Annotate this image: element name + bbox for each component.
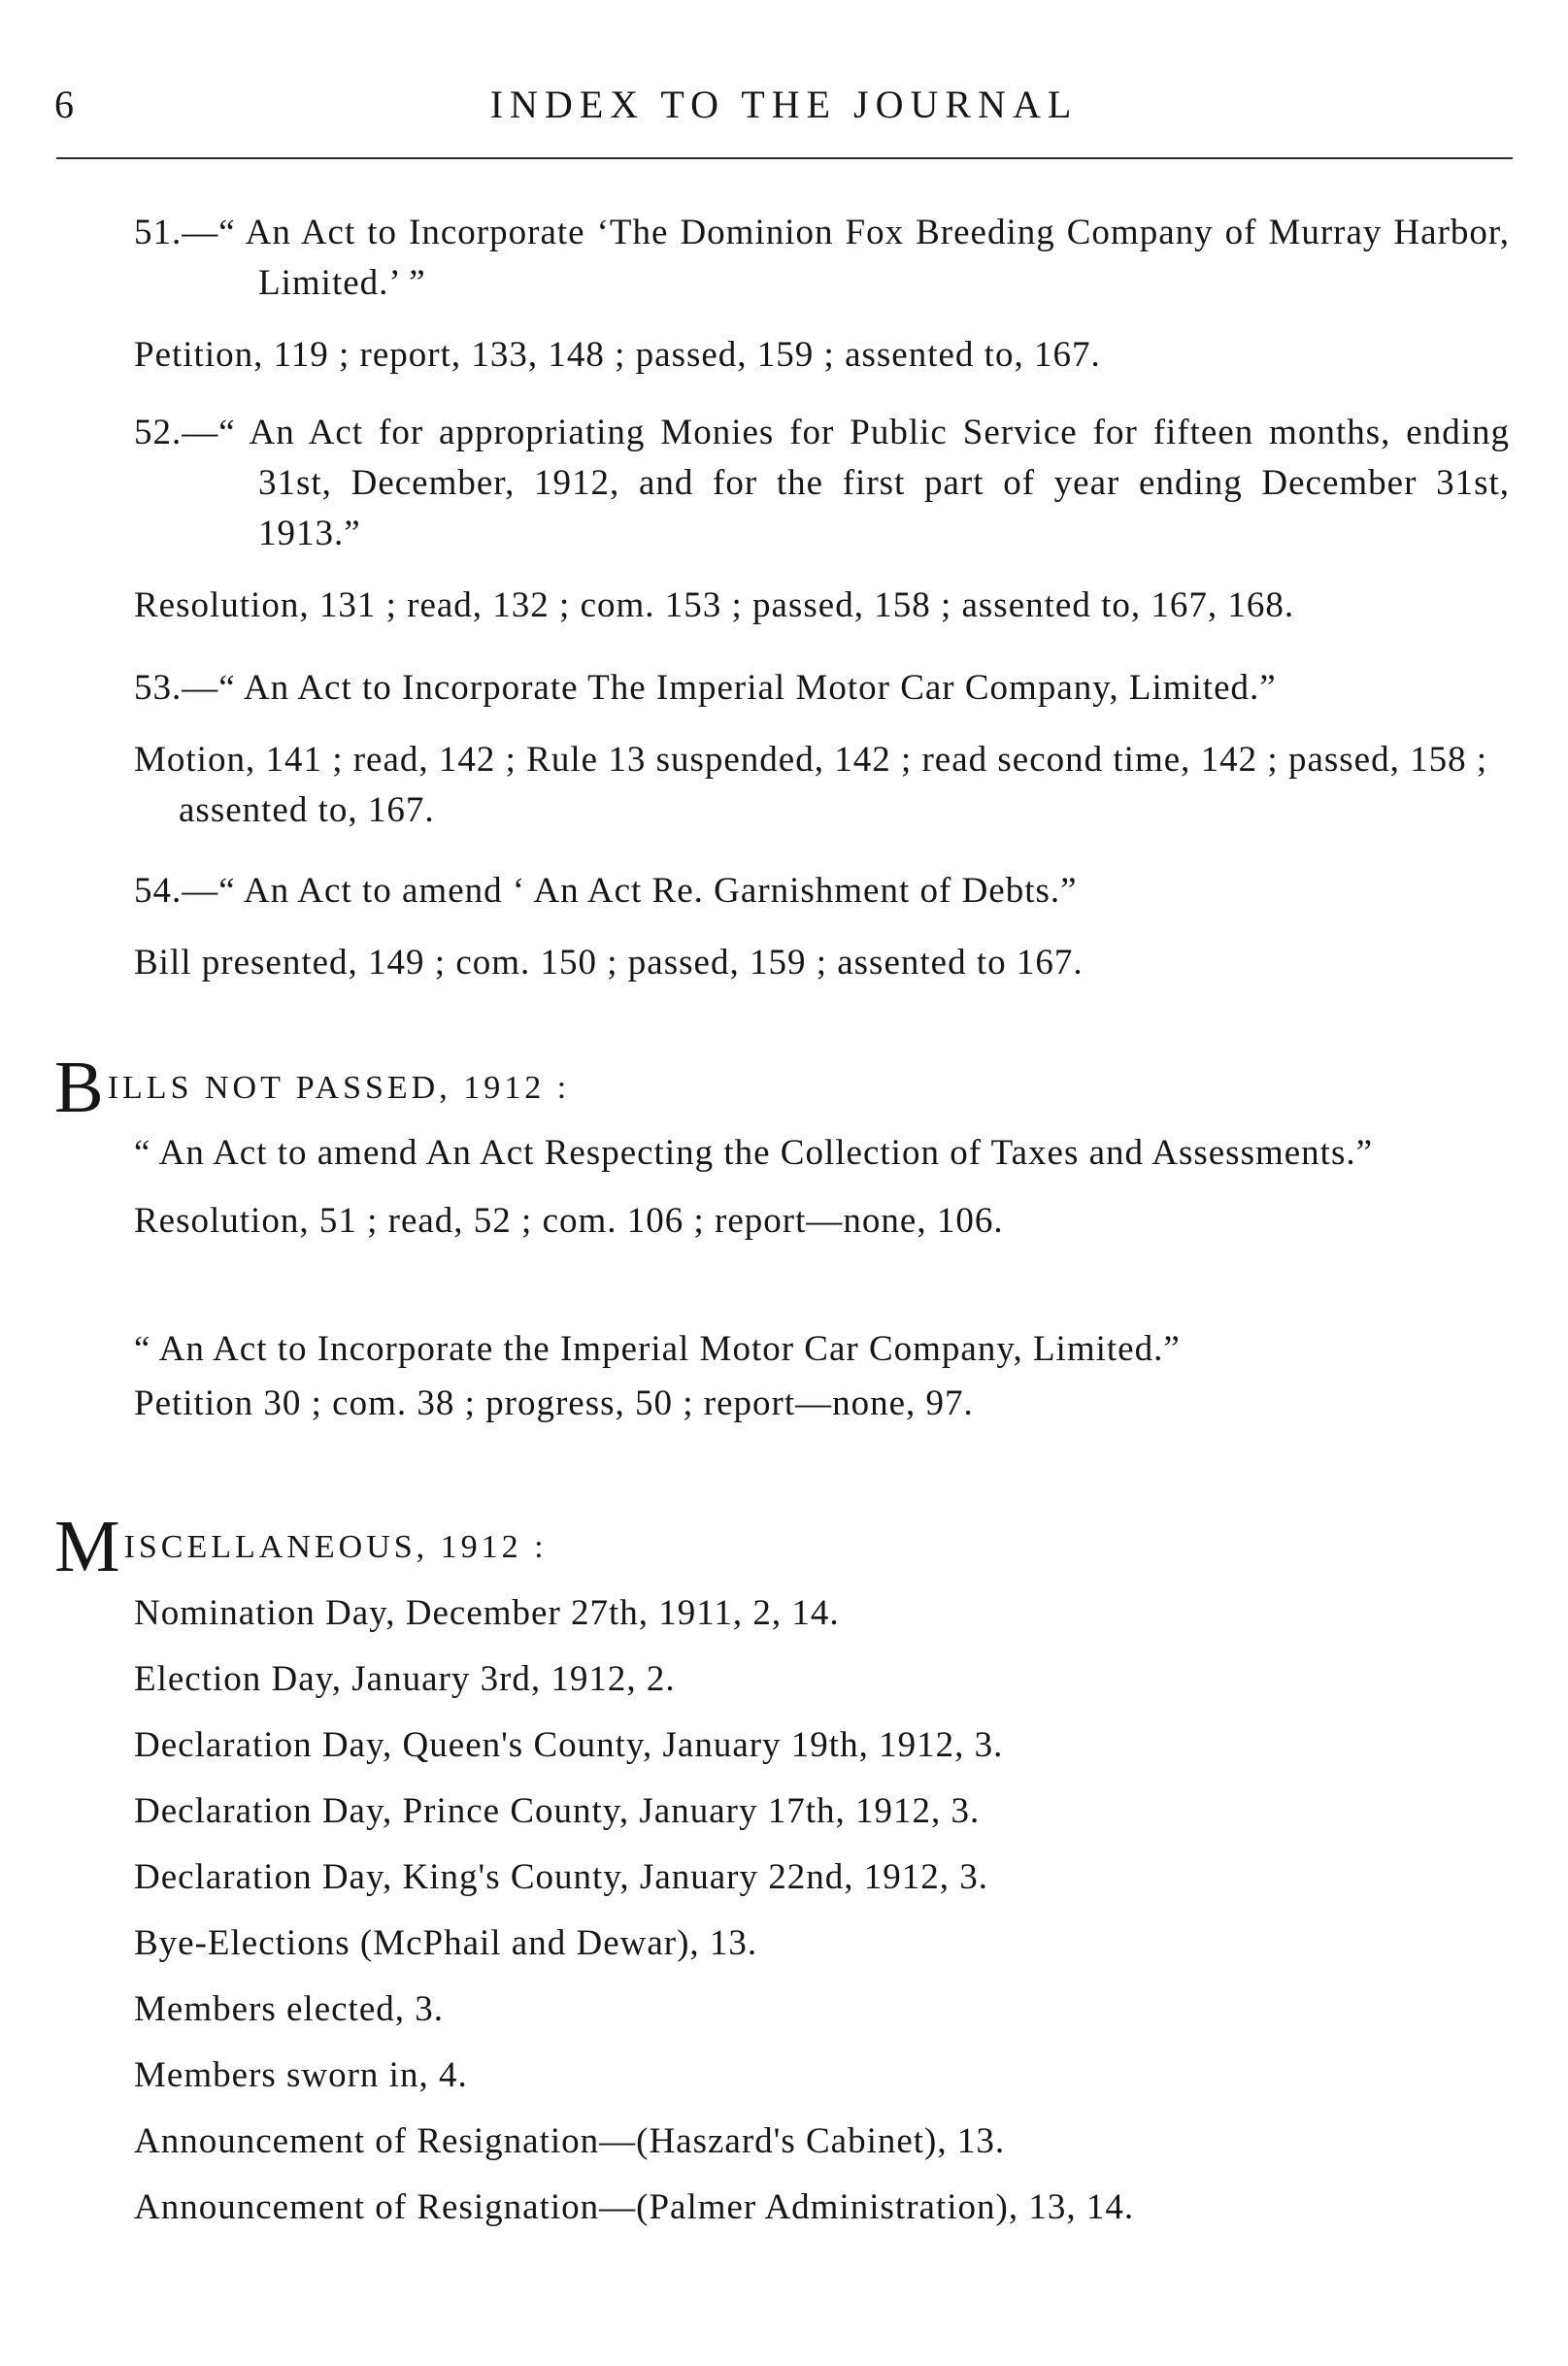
header-rule [56, 157, 1513, 159]
list-item: Announcement of Resignation—(Palmer Administration), 13, 14. [134, 2187, 1135, 2227]
drop-cap: B [54, 1047, 104, 1128]
act-title: 51.—“ An Act to Incorporate ‘The Dominion Fox Breeding Company of Murray Harbor, Limited.’ ” [134, 213, 1510, 303]
act-entry-52 [0, 408, 1568, 631]
list-item: Members sworn in, 4. [134, 2055, 468, 2095]
list-item: Declaration Day, King's County, January 22nd, 1912, 3. [134, 1857, 988, 1897]
list-item: Members elected, 3. [134, 1989, 444, 2029]
act-entry-54 [0, 866, 1568, 988]
list-item: Declaration Day, Queen's County, January 19th, 1912, 3. [134, 1725, 1004, 1765]
bill-not-passed-item [0, 1324, 1568, 1429]
bill-title: “ An Act to Incorporate the Imperial Motor Car Company, Limited.” [134, 1329, 1181, 1369]
list-item: Election Day, January 3rd, 1912, 2. [134, 1659, 676, 1699]
section-heading-bills-not-passed [54, 1047, 571, 1128]
section-heading-miscellaneous [54, 1506, 548, 1587]
miscellaneous-list [134, 1581, 1513, 2241]
section-heading-text: ILLS NOT PASSED, 1912 : [107, 1070, 571, 1106]
bill-history: Petition 30 ; com. 38 ; progress, 50 ; report—none, 97. [134, 1383, 974, 1423]
act-title: 54.—“ An Act to amend ‘ An Act Re. Garnishment of Debts.” [134, 871, 1078, 911]
bill-history: Resolution, 51 ; read, 52 ; com. 106 ; report—none, 106. [134, 1201, 1004, 1241]
section-heading-text: ISCELLANEOUS, 1912 : [123, 1529, 548, 1565]
page-number: 6 [54, 83, 75, 126]
act-entry-53 [0, 663, 1568, 836]
bill-not-passed-item [0, 1128, 1568, 1247]
act-title: 53.—“ An Act to Incorporate The Imperial Motor Car Company, Limited.” [134, 668, 1277, 708]
list-item: Announcement of Resignation—(Haszard's Cabinet), 13. [134, 2121, 1006, 2161]
drop-cap: M [54, 1506, 120, 1587]
act-history: Motion, 141 ; read, 142 ; Rule 13 suspended, 142 ; read second time, 142 ; passed, 158 ; assented to, 167. [134, 740, 1488, 830]
running-head: INDEX TO THE JOURNAL [489, 83, 1079, 126]
act-title: 52.—“ An Act for appropriating Monies for Public Service for fifteen months, ending 31st, December, 1912, and for the first part of year ending December 31st, 1913.” [134, 413, 1510, 553]
bill-title: “ An Act to amend An Act Respecting the Collection of Taxes and Assessments.” [134, 1133, 1374, 1173]
list-item: Declaration Day, Prince County, January 17th, 1912, 3. [134, 1791, 981, 1831]
act-history: Bill presented, 149 ; com. 150 ; passed, 159 ; assented to 167. [134, 943, 1084, 983]
act-history: Resolution, 131 ; read, 132 ; com. 153 ; passed, 158 ; assented to, 167, 168. [134, 585, 1295, 625]
act-history: Petition, 119 ; report, 133, 148 ; passed, 159 ; assented to, 167. [134, 335, 1101, 375]
list-item: Nomination Day, December 27th, 1911, 2, 14. [134, 1593, 840, 1633]
act-entry-51 [0, 208, 1568, 381]
list-item: Bye-Elections (McPhail and Dewar), 13. [134, 1923, 758, 1963]
